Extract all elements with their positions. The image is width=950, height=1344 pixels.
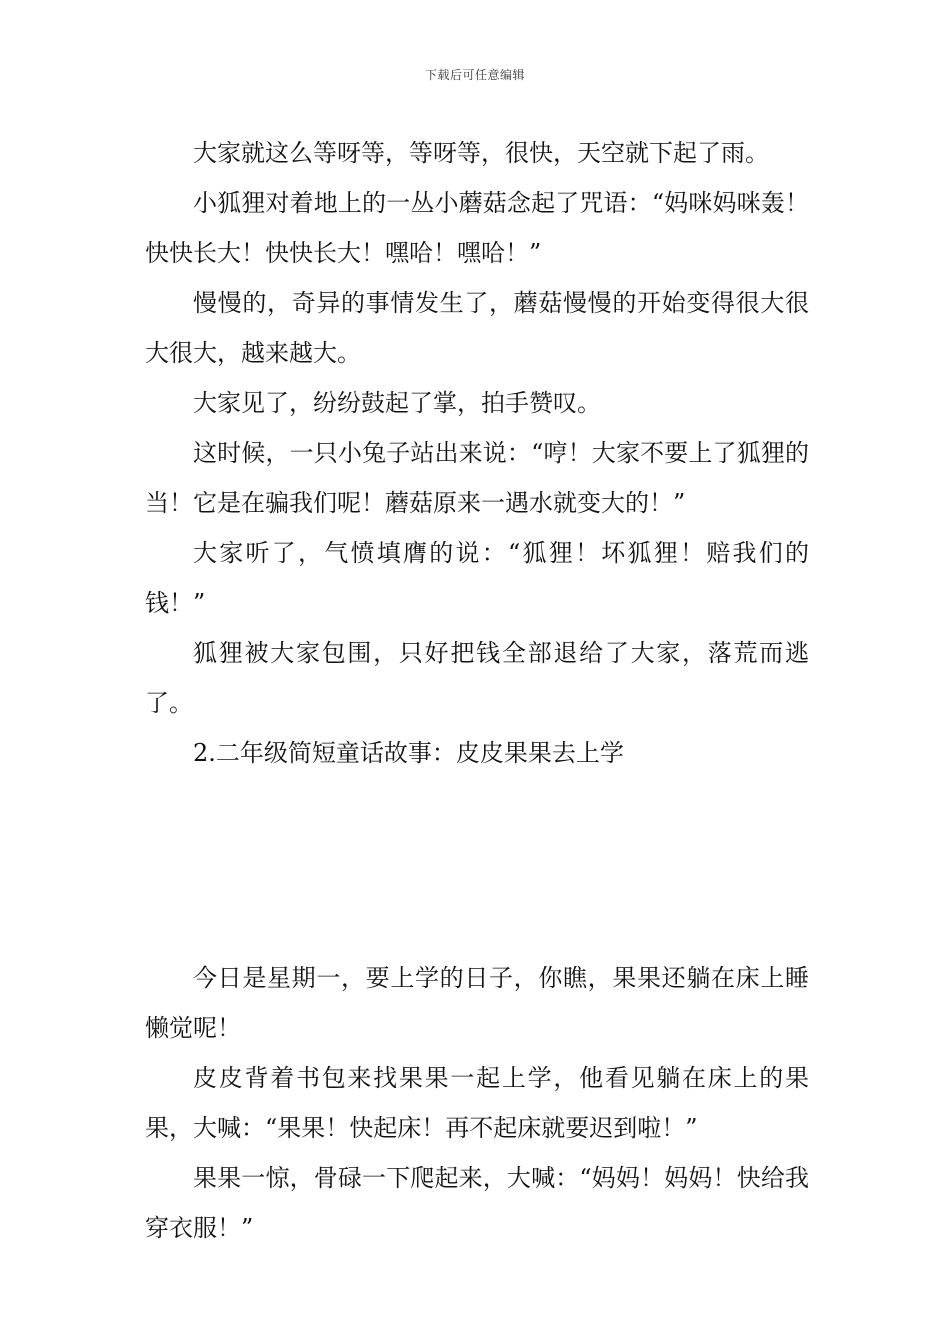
spacer: [145, 778, 809, 953]
section-title: 2.二年级简短童话故事：皮皮果果去上学: [193, 739, 624, 767]
paragraph: 狐狸被大家包围，只好把钱全部退给了大家，落荒而逃了。: [145, 639, 809, 717]
paragraph: 果果一惊，骨碌一下爬起来，大喊：“妈妈！妈妈！快给我穿衣服！”: [145, 1164, 809, 1242]
paragraph: 大家就这么等呀等，等呀等，很快，天空就下起了雨。: [193, 139, 769, 167]
paragraph: 小狐狸对着地上的一丛小蘑菇念起了咒语：“妈咪妈咪轰！快快长大！快快长大！嘿哈！嘿哈！”: [145, 189, 809, 267]
paragraph: 大家见了，纷纷鼓起了掌，拍手赞叹。: [193, 389, 601, 417]
page-header: 下载后可任意编辑: [424, 68, 525, 82]
paragraph: 皮皮背着书包来找果果一起上学，他看见躺在床上的果果，大喊：“果果！快起床！再不起床就要迟到啦！”: [145, 1064, 809, 1142]
paragraph: 慢慢的，奇异的事情发生了，蘑菇慢慢的开始变得很大很大很大，越来越大。: [145, 289, 809, 367]
document-body: [145, 128, 809, 1253]
paragraph: 今日是星期一，要上学的日子，你瞧，果果还躺在床上睡懒觉呢！: [145, 964, 809, 1042]
paragraph: 大家听了，气愤填膺的说：“狐狸！坏狐狸！赔我们的钱！”: [145, 539, 809, 617]
paragraph: 这时候，一只小兔子站出来说：“哼！大家不要上了狐狸的当！它是在骗我们呢！蘑菇原来一遇水就变大的！”: [145, 439, 809, 517]
